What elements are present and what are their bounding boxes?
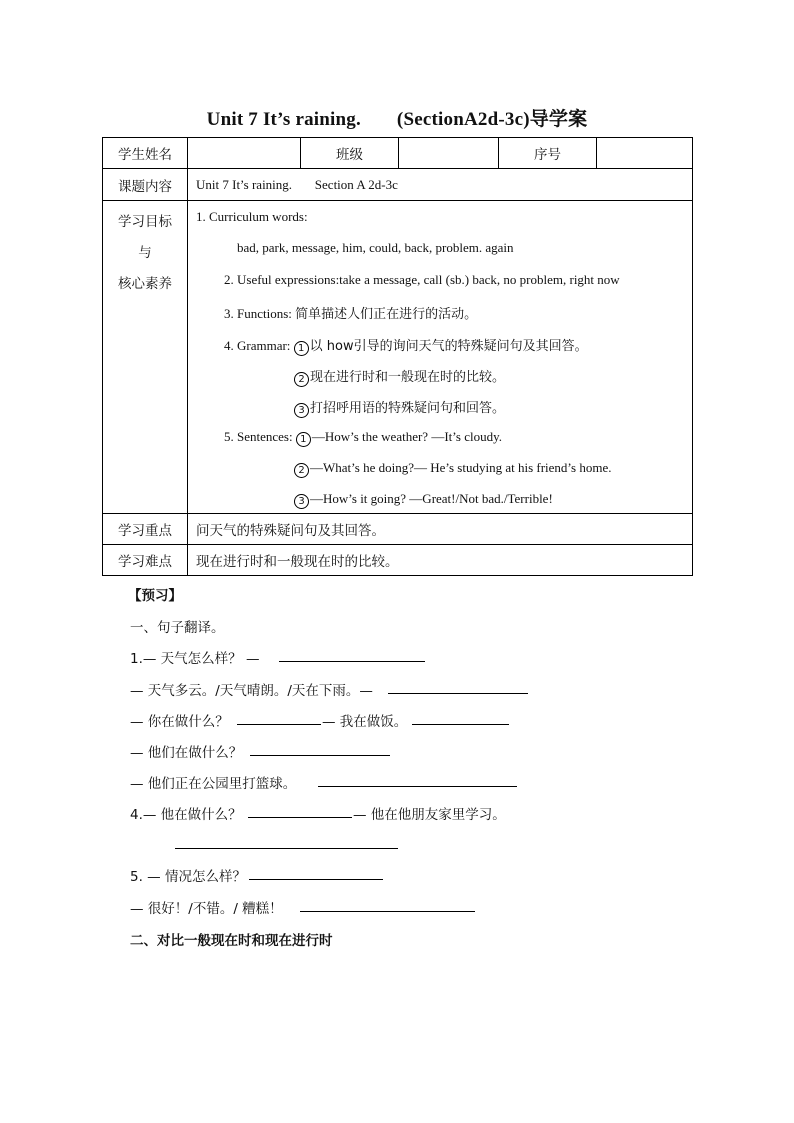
question-3b: — 我在做饭。 [322,714,408,730]
answer-blank-1[interactable] [279,661,425,662]
circle-number-icon: 1 [296,432,311,447]
question-5: — 他们正在公园里打篮球。 [130,776,297,792]
preview-heading: 【预习】 [128,588,182,604]
question-4: — 他们在做什么？ [130,745,243,761]
difficulty-value: 现在进行时和一般现在时的比较。 [188,545,693,576]
goals-label-line1: 学习目标 [118,214,172,230]
question-2: — 天气多云。/天气晴朗。/天在下雨。— [130,683,373,699]
goal-line-1: 1. Curriculum words: [196,209,308,224]
question-3a: — 你在做什么？ [130,714,229,730]
goal-line-5: 4. Grammar: 1 以 how引导的询问天气的特殊疑问句及其回答。 [224,338,588,354]
goal-line-3: 2. Useful expressions:take a message, call (sb.) back, no problem, right now [224,272,620,287]
goals-label-line2: 与 [138,245,152,261]
answer-blank-6a[interactable] [248,817,352,818]
goal-line-4: 3. Functions: 简单描述人们正在进行的活动。 [224,306,478,322]
circle-number-icon: 3 [294,494,309,509]
goal-line-7: 3 打招呼用语的特殊疑问句和回答。 [294,397,505,418]
question-1: 1.— 天气怎么样？ — [130,651,260,667]
circle-number-icon: 2 [294,372,309,387]
question-6a: 4.— 他在做什么？ [130,807,242,823]
difficulty-label: 学习难点 [103,545,188,576]
answer-blank-6b[interactable] [175,848,398,849]
answer-blank-3b[interactable] [412,724,509,725]
goal-line-8: 5. Sentences: 1 —How’s the weather? —It’s cloudy. [224,429,502,445]
answer-blank-3a[interactable] [237,724,321,725]
title-unit: Unit 7 It’s raining. [206,109,361,130]
key-points-label: 学习重点 [103,514,188,545]
topic-value: Unit 7 It’s raining. Section A 2d-3c [188,169,693,201]
answer-blank-5[interactable] [318,786,517,787]
question-7: 5. — 情况怎么样？ [130,869,246,885]
goal-line-9: 2 —What’s he doing?— He’s studying at his friend’s home. [294,460,611,478]
answer-blank-2[interactable] [388,693,528,694]
goal-line-6: 2 现在进行时和一般现在时的比较。 [294,366,505,387]
goal-line-2: bad, park, message, him, could, back, problem. again [237,240,514,255]
circle-number-icon: 3 [294,403,309,418]
section-2-title: 二、对比一般现在时和现在进行时 [130,933,333,949]
section-1-title: 一、句子翻译。 [130,620,225,636]
class-label: 班级 [301,138,399,169]
goal-line-10: 3 —How’s it going? —Great!/Not bad./Terrible! [294,491,553,509]
answer-blank-7[interactable] [249,879,383,880]
answer-blank-4[interactable] [250,755,390,756]
circle-number-icon: 2 [294,463,309,478]
question-6b: — 他在他朋友家里学习。 [353,807,506,823]
student-name-label: 学生姓名 [103,138,188,169]
goals-label-line3: 核心素养 [118,276,172,292]
answer-blank-8[interactable] [300,911,475,912]
title-section: (SectionA2d-3c)导学案 [396,109,588,130]
key-points-value: 问天气的特殊疑问句及其回答。 [188,514,693,545]
seat-number-label: 序号 [499,138,597,169]
topic-label: 课题内容 [103,169,188,201]
circle-number-icon: 1 [294,341,309,356]
question-8: — 很好！/不错。/ 糟糕！ [130,901,283,917]
